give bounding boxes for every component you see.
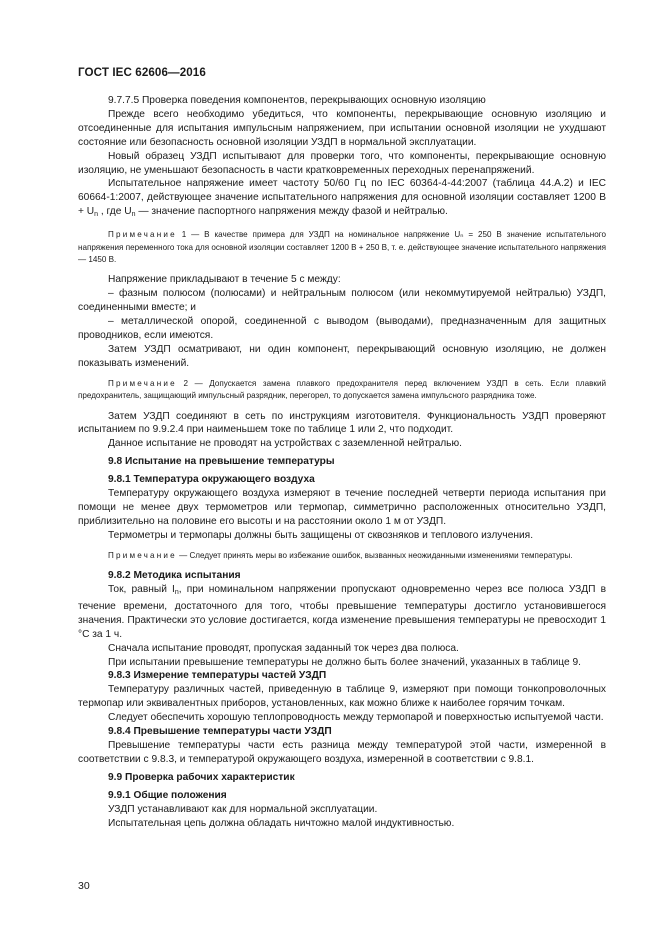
subscript: n bbox=[94, 211, 99, 219]
paragraph: УЗДП устанавливают как для нормальной эксплуатации. bbox=[108, 803, 378, 815]
section-9-9-heading: 9.9 Проверка рабочих характеристик bbox=[108, 771, 295, 783]
note-label: Примечание bbox=[108, 550, 177, 560]
note-3 bbox=[78, 550, 606, 562]
note-label: Примечание bbox=[108, 378, 177, 388]
section-9-8-2-heading: 9.8.2 Методика испытания bbox=[108, 570, 241, 582]
text-fragment: , при номинальном напряжении пропускают одновременно через все полюса УЗДП в течение времени, достаточного для того, чтобы превышение температуры достигло установившегося значения. Практически это условие достигается, когда изменение превышения температуры не превосходит 1 °С за 1 ч. bbox=[78, 584, 606, 640]
paragraph-test-voltage bbox=[78, 177, 606, 222]
paragraph: Превышение температуры части есть разница между температурой этой части, измеренной в соответствии с 9.8.3, и температурой окружающего воздуха, измеренной в соответствии с 9.8.1. bbox=[78, 739, 606, 765]
paragraph-current bbox=[78, 583, 606, 642]
text-fragment: , где U bbox=[98, 206, 132, 218]
note-1 bbox=[78, 229, 606, 266]
section-9-8-heading: 9.8 Испытание на превышение температуры bbox=[108, 456, 335, 468]
note-text: 1 — В качестве примера для УЗДП на номинальное напряжение Uₙ = 250 В значение испытательного напряжения переменного тока для основной изоляции составляет 1200 В + 250 В, т. е. действующее значение испытательного напряжения — 1450 В. bbox=[78, 230, 606, 264]
paragraph: Затем УЗДП соединяют в сеть по инструкциям изготовителя. Функциональность УЗДП проверяют испытанием по 9.9.2.4 при наименьшем токе по таблице 1 или 2, что подходит. bbox=[78, 410, 606, 436]
paragraph: Затем УЗДП осматривают, ни один компонент, перекрывающий основную изоляцию, не должен показывать изменений. bbox=[78, 343, 606, 369]
section-9-8-4-heading: 9.8.4 Превышение температуры части УЗДП bbox=[108, 726, 332, 738]
subscript: n bbox=[131, 211, 136, 219]
paragraph: Температуру различных частей, приведенную в таблице 9, измеряют при помощи тонкопроволочных термопар или эквивалентных приборов, установленных, как можно ближе к наиболее горячим точкам. bbox=[78, 684, 606, 710]
note-label: Примечание bbox=[108, 230, 177, 240]
paragraph: Сначала испытание проводят, пропуская заданный ток через два полюса. bbox=[108, 642, 459, 654]
paragraph: Данное испытание не проводят на устройствах с заземленной нейтралью. bbox=[108, 438, 462, 450]
section-9-7-7-5-title: 9.7.7.5 Проверка поведения компонентов, перекрывающих основную изоляцию bbox=[108, 95, 486, 106]
text-fragment: Испытательное напряжение имеет частоту 50/60 Гц по IEC 60364-4-44:2007 (таблица 44.А.2) и IEC 60664-1:2007, действующее значение испытательного напряжения для основной изоляции составляет 1200 В + U bbox=[78, 178, 606, 218]
section-9-9-1-heading: 9.9.1 Общие положения bbox=[108, 789, 227, 801]
text-fragment: — значение паспортного напряжения между фазой и нейтралью. bbox=[135, 206, 448, 218]
paragraph: Напряжение прикладывают в течение 5 с между: bbox=[108, 274, 341, 286]
page-content bbox=[78, 94, 606, 830]
page-number: 30 bbox=[78, 880, 90, 892]
paragraph: Прежде всего необходимо убедиться, что компоненты, перекрывающие основную изоляцию и отсоединенные для испытания импульсным напряжением, при испытании основной изоляции не ухудшают состояние или безопасность основной изоляции УЗДП в нормальной эксплуатации. bbox=[78, 108, 606, 148]
list-item: – фазным полюсом (полюсами) и нейтральным полюсом (или некоммутируемой нейтралью) УЗДП, соединенными вместе; и bbox=[78, 288, 606, 314]
section-9-8-3-heading: 9.8.3 Измерение температуры частей УЗДП bbox=[108, 670, 327, 682]
paragraph: Температуру окружающего воздуха измеряют в течение последней четверти периода испытания при помощи не менее двух термометров или термопар, симметрично расположенных относительно УЗДП, приблизительно на половине его высоты и на расстоянии около 1 м от УЗДП. bbox=[78, 488, 606, 527]
note-text: — Следует принять меры во избежание ошибок, вызванных неожиданными изменениями температуры. bbox=[176, 550, 573, 560]
note-text: 2 — Допускается замена плавкого предохранителя перед включением УЗДП в сеть. Если плавкий предохранитель, защищающий импульсный разрядник, перегорел, то допускается замена импульсного разрядника тоже. bbox=[78, 378, 606, 401]
paragraph: Следует обеспечить хорошую теплопроводность между термопарой и поверхностью испытуемой части. bbox=[108, 712, 604, 724]
section-9-8-1-heading: 9.8.1 Температура окружающего воздуха bbox=[108, 474, 315, 486]
paragraph: Испытательная цепь должна обладать ничтожно малой индуктивностью. bbox=[108, 817, 455, 829]
paragraph: При испытании превышение температуры не должно быть более значений, указанных в таблице 9. bbox=[108, 656, 581, 668]
paragraph: Новый образец УЗДП испытывают для проверки того, что компоненты, перекрывающие основную изоляцию, не уменьшают безопасность в части кратковременных переходных перенапряжений. bbox=[78, 150, 606, 176]
page-header: ГОСТ IEC 62606—2016 bbox=[78, 66, 206, 79]
text-fragment: Ток, равный I bbox=[108, 584, 175, 595]
subscript: n bbox=[174, 589, 179, 596]
note-2 bbox=[78, 378, 606, 403]
paragraph: Термометры и термопары должны быть защищены от сквозняков и теплового излучения. bbox=[108, 529, 534, 541]
list-item: – металлической опорой, соединенной с выводом (выводами), предназначенным для защитных проводников, если имеются. bbox=[78, 316, 606, 341]
